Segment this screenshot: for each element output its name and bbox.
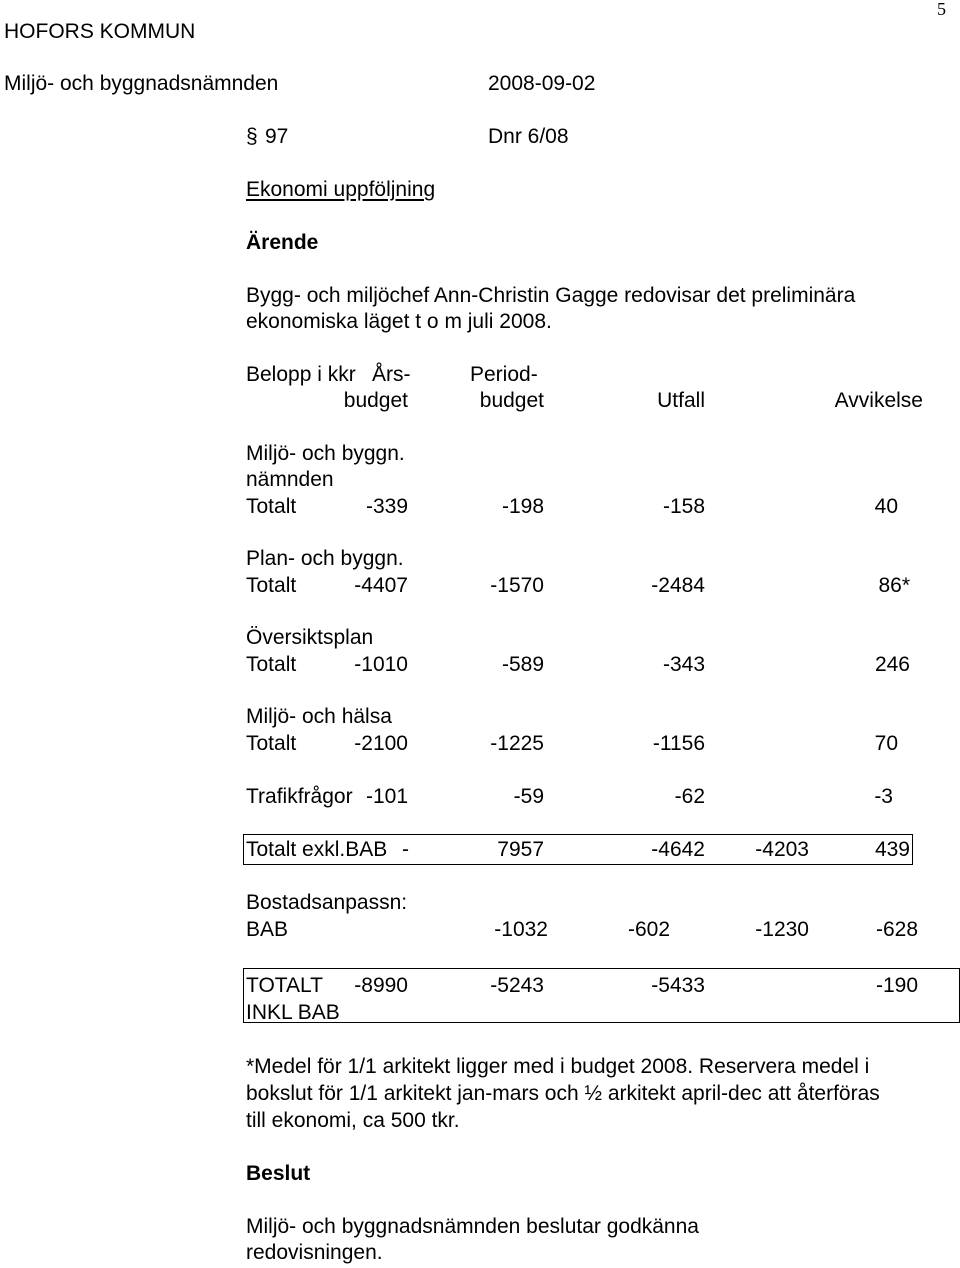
row-label: Totalt bbox=[246, 732, 297, 755]
cell-utfall: -1230 bbox=[755, 918, 809, 941]
cell-arsbudget: -1032 bbox=[494, 918, 548, 941]
case-title: Ekonomi uppföljning bbox=[246, 178, 436, 201]
footnote-line-3: till ekonomi, ca 500 tkr. bbox=[246, 1109, 460, 1132]
row-label: TOTALT bbox=[246, 974, 324, 997]
cell-periodbudget: -5243 bbox=[490, 974, 544, 997]
committee-name: Miljö- och byggnadsnämnden bbox=[4, 72, 279, 95]
cell-utfall: -343 bbox=[662, 653, 705, 676]
table-head-period-top: Period- bbox=[470, 363, 538, 386]
cell-periodbudget: -602 bbox=[627, 918, 670, 941]
page-number: 5 bbox=[937, 0, 946, 19]
arende-text-line-1: Bygg- och miljöchef Ann-Christin Gagge redovisar det preliminära bbox=[246, 284, 856, 307]
row-label: INKL BAB bbox=[246, 1001, 340, 1024]
cell-arsbudget: -339 bbox=[365, 495, 408, 518]
table-head-utfall: Utfall bbox=[657, 389, 705, 412]
cell-arsbudget: -101 bbox=[365, 785, 408, 808]
cell-periodbudget: -1570 bbox=[490, 574, 544, 597]
footnote-line-2: bokslut för 1/1 arkitekt jan-mars och ½ arkitekt april-dec att återföras bbox=[246, 1082, 880, 1105]
beslut-heading: Beslut bbox=[246, 1162, 311, 1185]
footnote-line-1: *Medel för 1/1 arkitekt ligger med i budget 2008. Reservera medel i bbox=[246, 1055, 870, 1078]
cell-arsbudget: -2100 bbox=[354, 732, 408, 755]
row-label: Totalt bbox=[246, 495, 297, 518]
arende-text-line-2: ekonomiska läget t o m juli 2008. bbox=[246, 310, 552, 333]
row-label: BAB bbox=[246, 918, 289, 941]
row-label: Plan- och byggn. bbox=[246, 547, 404, 570]
cell-utfall: -1156 bbox=[652, 732, 705, 755]
cell-periodbudget: -198 bbox=[501, 495, 544, 518]
row-label: Miljö- och hälsa bbox=[246, 705, 392, 728]
cell-avvikelse: -628 bbox=[875, 918, 918, 941]
table-head-ars-bottom: budget bbox=[343, 389, 408, 412]
row-label: nämnden bbox=[246, 468, 334, 491]
table-head-avvikelse: Avvikelse bbox=[834, 389, 923, 412]
cell-avvikelse: -3 bbox=[874, 785, 893, 808]
cell-avvikelse: 86* bbox=[878, 574, 910, 597]
cell-avvikelse: -190 bbox=[875, 974, 918, 997]
row-label: Totalt exkl.BAB bbox=[246, 838, 388, 861]
table-head-belopp: Belopp i kkr bbox=[246, 363, 356, 386]
cell-utfall: -4642 bbox=[651, 838, 705, 861]
row-label: Översiktsplan bbox=[246, 626, 374, 649]
cell-avvikelse: 70 bbox=[874, 732, 898, 755]
cell-arsbudget: -4407 bbox=[354, 574, 408, 597]
cell-utfall: -158 bbox=[662, 495, 705, 518]
meeting-date: 2008-09-02 bbox=[488, 72, 596, 95]
row-label: Bostadsanpassn: bbox=[246, 891, 408, 914]
cell-value: -4203 bbox=[755, 838, 809, 861]
table-head-period-bottom: budget bbox=[479, 389, 544, 412]
cell-arsbudget: -8990 bbox=[354, 974, 408, 997]
row-label: Miljö- och byggn. bbox=[246, 442, 405, 465]
cell-utfall: -5433 bbox=[651, 974, 705, 997]
diary-number: Dnr 6/08 bbox=[488, 125, 569, 148]
cell-periodbudget: -1225 bbox=[490, 732, 544, 755]
beslut-text-line-2: redovisningen. bbox=[246, 1241, 383, 1264]
beslut-text-line-1: Miljö- och byggnadsnämnden beslutar godkänna bbox=[246, 1215, 699, 1238]
cell-periodbudget: -589 bbox=[501, 653, 544, 676]
cell-avvikelse: 40 bbox=[874, 495, 898, 518]
cell-utfall: -62 bbox=[674, 785, 705, 808]
row-label: Trafikfrågor bbox=[246, 785, 353, 808]
cell-arsbudget: -1010 bbox=[354, 653, 408, 676]
cell-utfall: -2484 bbox=[651, 574, 705, 597]
row-label: Totalt bbox=[246, 653, 297, 676]
cell-avvikelse: 246 bbox=[874, 653, 910, 676]
table-head-ars-top: Års- bbox=[372, 363, 411, 386]
section-symbol: § bbox=[246, 125, 258, 148]
cell-periodbudget: 7957 bbox=[497, 838, 544, 861]
arende-heading: Ärende bbox=[246, 231, 319, 254]
cell-arsbudget: - bbox=[402, 838, 409, 861]
cell-periodbudget: -59 bbox=[513, 785, 544, 808]
cell-avvikelse: 439 bbox=[874, 838, 910, 861]
row-label: Totalt bbox=[246, 574, 297, 597]
organization-name: HOFORS KOMMUN bbox=[4, 20, 196, 43]
section-number: 97 bbox=[265, 125, 289, 148]
total-inkl-bab-box bbox=[243, 968, 960, 1023]
